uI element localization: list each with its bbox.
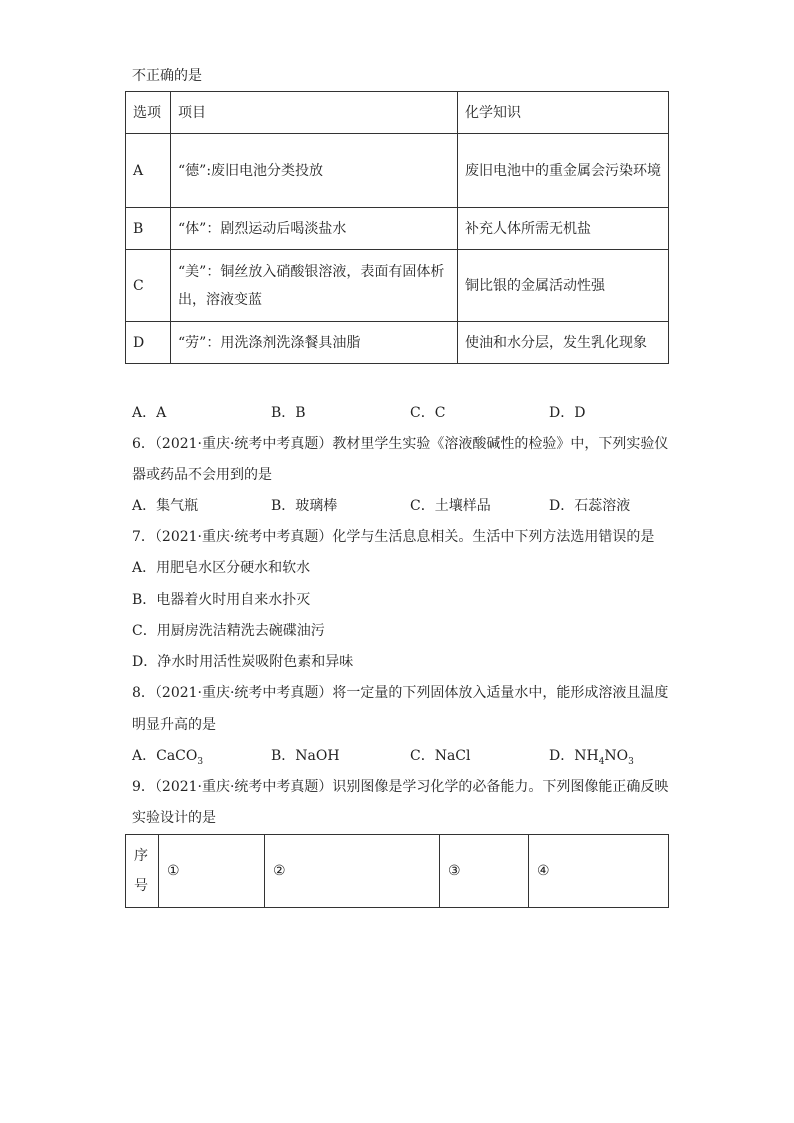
header-item: 项目 xyxy=(171,92,458,134)
table-row xyxy=(126,835,669,908)
q7-choice-a: A．用肥皂水区分硬水和软水 xyxy=(132,560,311,576)
choice-c: C．C xyxy=(410,405,446,421)
row-item: “体”：剧烈运动后喝淡盐水 xyxy=(171,208,458,250)
q9-stem-line2: 实验设计的是 xyxy=(132,810,216,826)
question-intro: 不正确的是 xyxy=(132,68,202,84)
choice-d: D．$NH_4NO_3$ xyxy=(549,748,634,767)
row-item: “美”：铜丝放入硝酸银溶液，表面有固体析出，溶液变蓝 xyxy=(171,250,458,322)
choice-b: B．B xyxy=(271,405,306,421)
choice-a: A．A xyxy=(132,405,167,421)
row-knowledge: 废旧电池中的重金属会污染环境 xyxy=(458,134,669,208)
choice-d: D．石蕊溶液 xyxy=(549,498,631,514)
q8-choices xyxy=(132,746,672,766)
col-2: ② xyxy=(265,835,440,908)
row-item: “德”:废旧电池分类投放 xyxy=(171,134,458,208)
choice-a: A．CaCO$_3$ xyxy=(132,748,204,767)
q9-stem-line1: 9．（2021·重庆·统考中考真题）识别图像是学习化学的必备能力。下列图像能正确反映 xyxy=(132,779,669,795)
choice-d: D．D xyxy=(549,405,586,421)
row-knowledge: 铜比银的金属活动性强 xyxy=(458,250,669,322)
q6-stem-line1: 6．（2021·重庆·统考中考真题）教材里学生实验《溶液酸碱性的检验》中，下列实验仪 xyxy=(132,436,669,452)
row-knowledge: 使油和水分层，发生乳化现象 xyxy=(458,322,669,364)
q8-stem-line2: 明显升高的是 xyxy=(132,717,216,733)
options-table xyxy=(125,91,669,364)
col-1: ① xyxy=(159,835,265,908)
choice-c: C．NaCl xyxy=(410,748,471,764)
q7-choice-c: C．用厨房洗洁精洗去碗碟油污 xyxy=(132,623,325,639)
serial-label: 序号 xyxy=(126,835,159,908)
table-row xyxy=(126,322,669,364)
table-header-row xyxy=(126,92,669,134)
table-row xyxy=(126,250,669,322)
table-row xyxy=(126,134,669,208)
row-option: A xyxy=(126,134,171,208)
row-option: D xyxy=(126,322,171,364)
row-option: C xyxy=(126,250,171,322)
row-item: “劳”：用洗涤剂洗涤餐具油脂 xyxy=(171,322,458,364)
choice-b: B．NaOH xyxy=(271,748,340,764)
col-4: ④ xyxy=(529,835,669,908)
q7-stem: 7．（2021·重庆·统考中考真题）化学与生活息息相关。生活中下列方法选用错误的是 xyxy=(132,529,655,545)
header-option: 选项 xyxy=(126,92,171,134)
table-row xyxy=(126,208,669,250)
q7-choice-d: D．净水时用活性炭吸附色素和异味 xyxy=(132,654,354,670)
row-knowledge: 补充人体所需无机盐 xyxy=(458,208,669,250)
q8-stem-line1: 8．（2021·重庆·统考中考真题）将一定量的下列固体放入适量水中，能形成溶液且温度 xyxy=(132,685,669,701)
q6-stem-line2: 器或药品不会用到的是 xyxy=(132,467,272,483)
header-knowledge: 化学知识 xyxy=(458,92,669,134)
choice-a: A．集气瓶 xyxy=(132,498,199,514)
choice-b: B．玻璃棒 xyxy=(271,498,338,514)
col-3: ③ xyxy=(440,835,529,908)
graph-table xyxy=(125,834,669,908)
q7-choice-b: B．电器着火时用自来水扑灭 xyxy=(132,592,311,608)
q5-choices xyxy=(132,403,672,423)
q6-choices xyxy=(132,496,672,516)
row-option: B xyxy=(126,208,171,250)
choice-c: C．土壤样品 xyxy=(410,498,491,514)
